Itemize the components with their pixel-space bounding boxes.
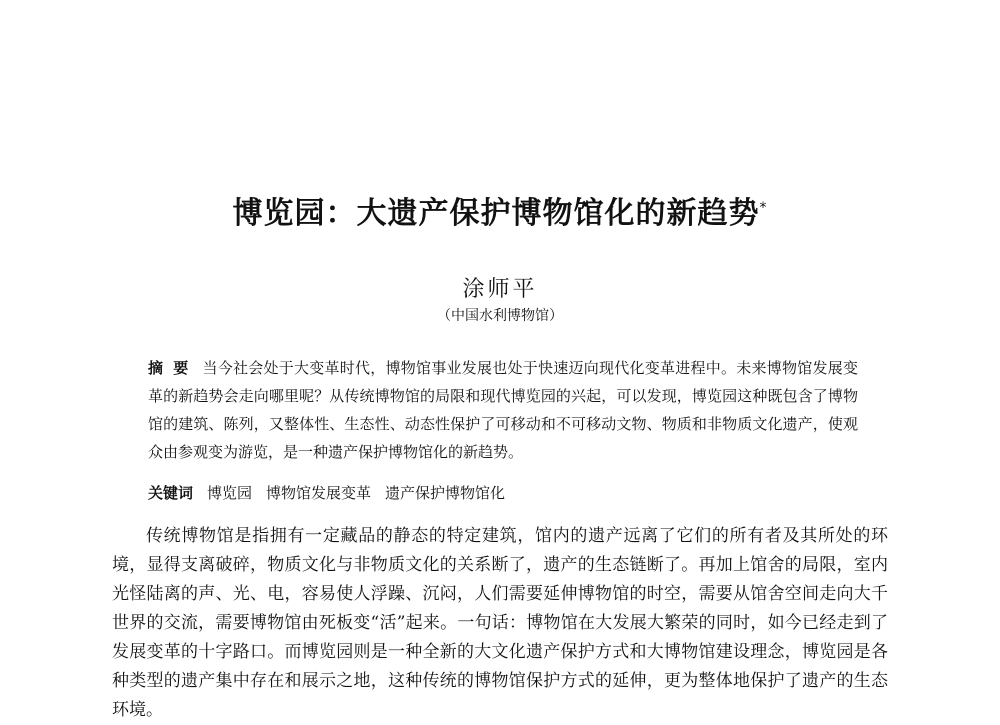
keyword-item: 博物馆发展变革 [266,484,372,502]
abstract-text: 当今社会处于大变革时代，博物馆事业发展也处于快速迈向现代化变革进程中。未来博物馆发展变革的新趋势会走向哪里呢？从传统博物馆的局限和现代博览园的兴起，可以发现，博览园这种既包含了博物馆的建筑、陈列，又整体性、生态性、动态性保护了可移动和不可移动文物、物质和非物质文化遗产，使观众由参观变为游览，是一种遗产保护博物馆化的新趋势。 [148,359,858,461]
abstract-label: 摘要 [148,359,199,377]
paper-title [0,188,1000,232]
keyword-item: 遗产保护博物馆化 [385,484,506,502]
paper-title-text: 博览园：大遗产保护博物馆化的新趋势 [232,196,760,231]
keywords-label: 关键词 [148,484,194,502]
body-paragraph: 传统博物馆是指拥有一定藏品的静态的特定建筑，馆内的遗产远离了它们的所有者及其所处的环境，显得支离破碎，物质文化与非物质文化的关系断了，遗产的生态链断了。再加上馆舍的局限，室内光怪陆离的声、光、电，容易使人浮躁、沉闷，人们需要延伸博物馆的时空，需要从馆舍空间走向大千世界的交流，需要博物馆由死板变“活”起来。一句话：博物馆在大发展大繁荣的同时，如今已经走到了发展变革的十字路口。而博览园则是一种全新的大文化遗产保护方式和大博物馆建设理念，博览园是各种类型的遗产集中存在和展示之地，这种传统的博物馆保护方式的延伸，更为整体地保护了遗产的生态环境。 [112,526,888,720]
author-affiliation: （中国水利博物馆） [437,308,563,324]
title-footnote-mark: * [759,200,768,216]
keyword-item: 博览园 [207,484,253,502]
abstract-block [148,354,858,466]
keywords-line [148,482,519,503]
author-name: 涂师平 [462,277,538,302]
